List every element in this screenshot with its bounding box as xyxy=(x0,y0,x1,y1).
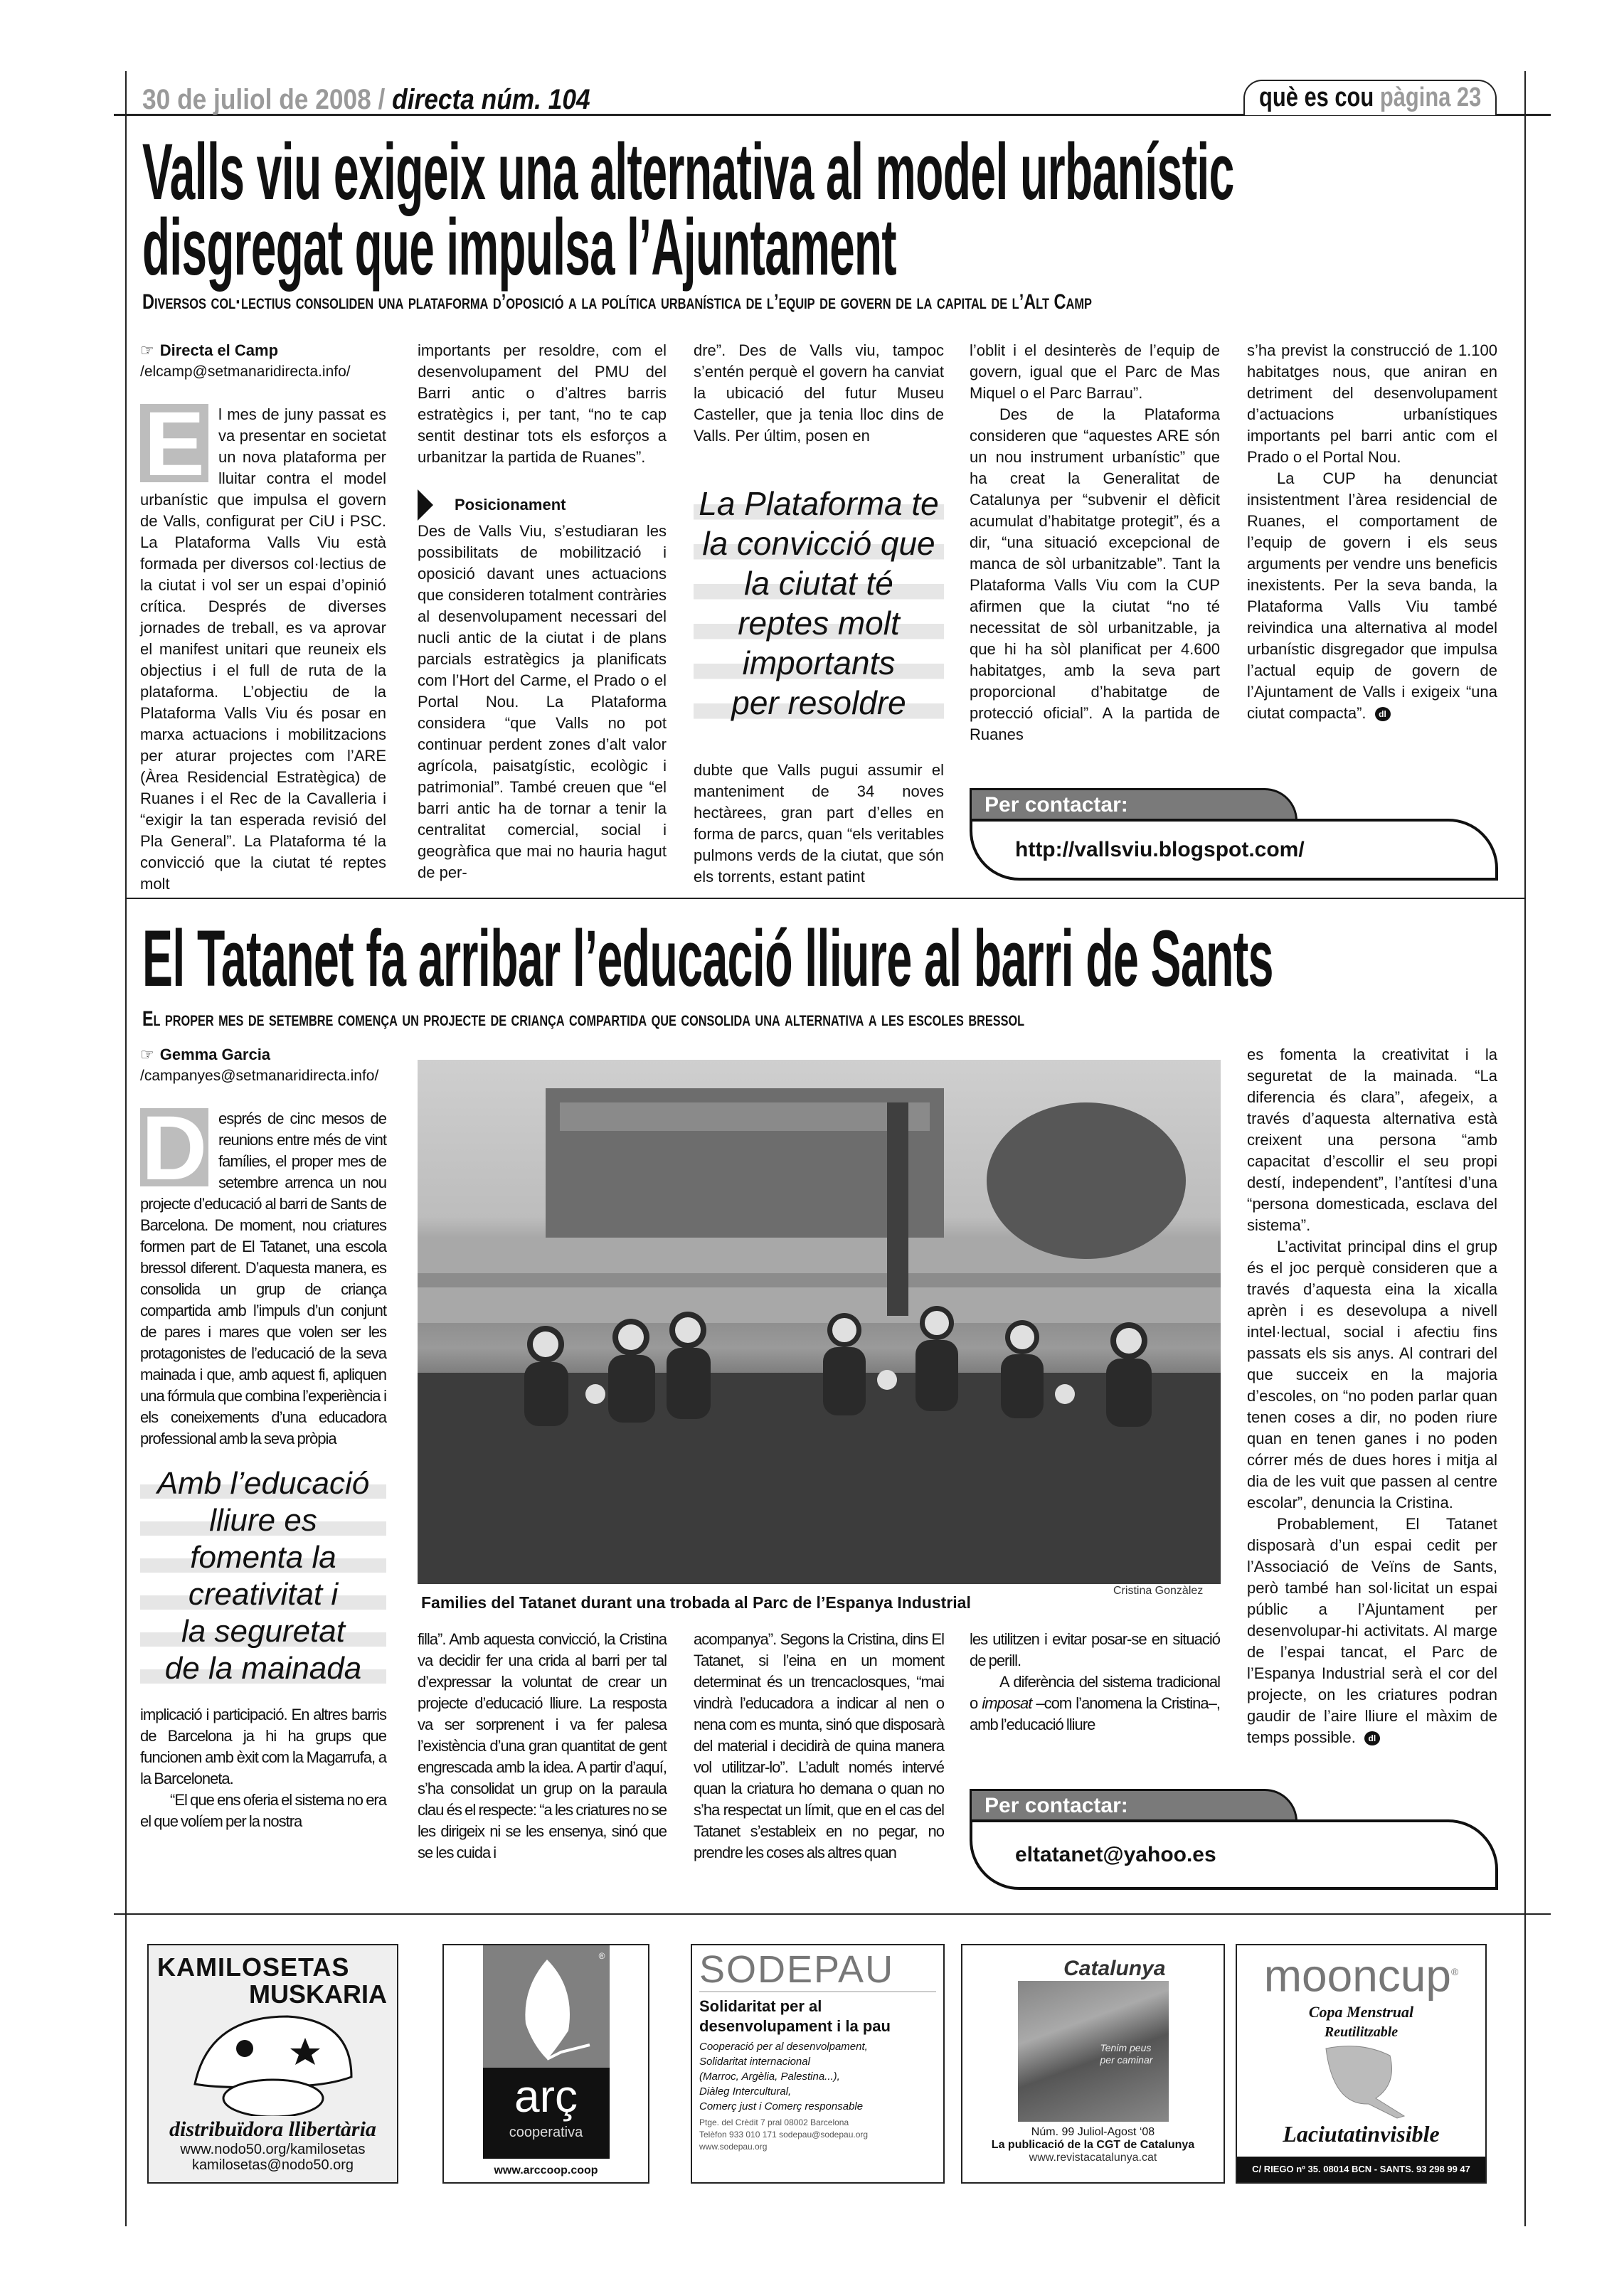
pullquote-line: fomenta la xyxy=(140,1539,386,1576)
article1-col1 xyxy=(140,340,386,895)
text: A diferència del sistema tradicional o xyxy=(970,1673,1220,1712)
paragraph: acompanya”. Segons la Cristina, dins El Tatanet, si l’eina en un moment determinat és un trencaclosques, “mai vindrà l’educadora a indicar al nen o nena com es munta, sinó que disposarà del material i decidirà de quina manera vol utilitzar-lo”. L’adult només intervé quan la criatura ho demana o quan no s’ha respectat un límit, que en el cas del Tatanet s’estableix en no pegar, no prendre les coses als altres quan xyxy=(694,1630,944,1861)
section-name: què es cou xyxy=(1259,83,1374,112)
article1-subhead: Diversos col·lectius consoliden una plataforma d’oposició a la política urbanística de l’equip de govern de la capital de l’Alt Camp xyxy=(142,290,1092,314)
frame-left xyxy=(125,71,127,2226)
page-number: pàgina 23 xyxy=(1374,83,1482,112)
registered-mark: ® xyxy=(598,1951,605,1961)
cover-headline: Tenim peus per caminar xyxy=(1100,2042,1153,2066)
ad-line: Copa Menstrual xyxy=(1308,2003,1414,2021)
ad-line: Cooperació per al desenvolpament, xyxy=(699,2041,868,2053)
ad-revista-catalunya[interactable] xyxy=(961,1944,1225,2184)
ad-sodepau[interactable] xyxy=(691,1944,945,2184)
paragraph: les utilitzen i evitar posar-se en situació de perill. xyxy=(970,1630,1220,1669)
pointing-hand-icon: ☞ xyxy=(140,1046,154,1063)
paragraph: Des de la Plataforma consideren que “aquestes ARE són un nou instrument urbanístic” que ha creat la Generalitat de Catalunya per “subvenir el dèficit acumulat d’habitatge protegit”, és a dir, “una situació excepcional de manca de sòl urbanitzable”. Tant la Plataforma Valls Viu com la CUP afirmen que la ciutat “no té necessitat de sòl urbanitzable, ja que hi ha sòl planificat per 4.600 habitatges, amb la seva part proporcional d’habitatge de protecció oficial”. A la partida de Ruanes xyxy=(970,405,1220,743)
ad-line: Comerç just i Comerç responsable xyxy=(699,2100,864,2112)
ad-line: Solidaritat internacional xyxy=(699,2056,810,2068)
ad-url: www.revistacatalunya.cat xyxy=(1029,2152,1157,2164)
author-email: /campanyes@setmanaridirecta.info/ xyxy=(140,1068,379,1084)
ad-title: KAMILOSETAS xyxy=(157,1952,350,1982)
paragraph: Des de Valls Viu, s’estudiaran les possibilitats de mobilització i oposició davant unes actuacions que consideren totalment contràries al desenvolupament necessari del nucli antic de la ciutat i de plans parcials estratègics ja planificats com l’Hort del Carme, el Prado o el Portal Nou. La Plataforma considera “que Valls no pot continuar perdent zones d’alt valor agrícola, paisatgístic, ecològic i patrimonial”. També creuen que “el barri antic ha de tornar a tenir la centralitat comercial, social i geogràfica que mai no hauria hagut de per- xyxy=(418,522,667,881)
pullquote-line: de la mainada xyxy=(140,1650,386,1687)
section-title: Posicionament xyxy=(455,496,566,514)
article1-col2 xyxy=(418,340,667,883)
triangle-icon xyxy=(418,489,433,521)
ad-url: www.sodepau.org xyxy=(699,2142,768,2152)
article1-headline xyxy=(142,127,1624,292)
ad-address: Ptge. del Crèdit 7 pral 08002 Barcelona xyxy=(699,2117,849,2127)
article2-col5 xyxy=(1247,1044,1497,1748)
article2-pullquote xyxy=(140,1465,386,1687)
issue-date: 30 de juliol de 2008 / xyxy=(142,84,386,115)
article1-col3a xyxy=(694,340,944,447)
paragraph: importants per resoldre, com el desenvolupament del PMU del Barri antic o d’altres barris estratègics i, per tant, “no te cap sentit destinar tots els esforços a urbanitzar la partida de Ruanes”. xyxy=(418,341,667,466)
ad-address: C/ RIEGO nº 35. 08014 BCN - SANTS. 93 298 99 47 xyxy=(1237,2157,1485,2182)
pullquote-line: la seguretat xyxy=(140,1613,386,1650)
drop-cap: D xyxy=(141,1097,208,1199)
photo-credit: Cristina Gonzàlez xyxy=(1113,1585,1204,1597)
ad-url: www.nodo50.org/kamilosetas xyxy=(180,2142,366,2157)
photo-caption: Families del Tatanet durant una trobada al Parc de l’Espanya Industrial xyxy=(421,1593,971,1612)
ad-url: www.arccoop.coop xyxy=(494,2164,598,2177)
headline-line: Valls viu exigeix una alternativa al model urbanístic xyxy=(142,127,1234,216)
pullquote-line: la ciutat té xyxy=(694,563,944,603)
ad-subtitle: cooperativa xyxy=(509,2125,583,2140)
paragraph: s’ha previst la construcció de 1.100 habitatges nous, que aniran en detriment del desenvolupament d’actuacions urbanístiques importants pel barri antic com el Prado o el Portal Nou. xyxy=(1247,341,1497,466)
article2-subhead: El proper mes de setembre comença un projecte de criança compartida que consolida una alternativa a les escoles bressol xyxy=(142,1007,1025,1031)
pullquote-line: lliure es xyxy=(140,1502,386,1539)
drop-cap: E xyxy=(140,404,208,482)
author-name: Gemma Garcia xyxy=(159,1046,271,1063)
article2-col3 xyxy=(694,1629,944,1864)
paragraph: “El que ens oferia el sistema no era el que volíem per la nostra xyxy=(140,1791,386,1830)
contact-email[interactable]: eltatanet@yahoo.es xyxy=(1015,1842,1216,1866)
paragraph xyxy=(1247,1514,1497,1748)
article2-contact-box xyxy=(970,1789,1498,1890)
pullquote-line: creativitat i xyxy=(140,1576,386,1613)
ad-kamilosetas[interactable] xyxy=(147,1944,398,2184)
article1-col4 xyxy=(970,340,1220,745)
paragraph-text: La CUP ha denunciat insistentment l’àrea residencial de Ruanes, el comportament de l’equip de govern i els seus arguments per vendre uns beneficis inexistents. Per la seva banda, la Plataforma Valls Viu també reivindica una alternativa al model urbanístic disgregador que impulsa l’actual equip de govern de l’Ajuntament de Valls i exigeix “una ciutat compacta”. xyxy=(1247,469,1497,722)
paragraph: l mes de juny passat es va presentar en societat un nova plataforma per lluitar contra el model urbanístic que impulsa el govern de Valls, configurat per CiU i PSC. La Plataforma Valls Viu està formada per diversos col·lectius de la ciutat i vol ser un espai d’opinió crítica. Després de diverses jornades de treball, es va aprovar el manifest unitari que reuneix els objectius i el full de ruta de la plataforma. L’objectiu de la Plataforma Valls Viu és posar en marxa actuacions i mobilitzacions per aturar projectes com l’ARE (Àrea Residencial Estratègica) de Ruanes i el Rec de la Cavalleria i “exigir la tan esperada revisió del Pla General”. La Plataforma té la convicció que la ciutat té reptes molt xyxy=(140,405,386,893)
section-heading xyxy=(418,489,667,521)
leaf-icon xyxy=(483,1945,610,2068)
article2-col1 xyxy=(140,1044,386,1832)
ad-logo: Catalunya xyxy=(1018,1957,1169,1981)
article1-col3b xyxy=(694,760,944,888)
article1-pullquote xyxy=(694,484,944,723)
paragraph: l’oblit i el desinterès de l’equip de govern, igual que el Parc de Mas Miquel o el Parc Barrau”. xyxy=(970,341,1220,402)
pullquote-line: reptes molt xyxy=(694,603,944,643)
ad-mooncup[interactable] xyxy=(1236,1944,1487,2184)
ad-line: Reutilitzable xyxy=(1324,2024,1399,2041)
paragraph: filla”. Amb aquesta convicció, la Cristina va decidir fer una crida al barri per tal d’expressar la voluntat de crear un projecte d’educació lliure. La resposta va ser sorprenent i va fer palesa l’existència d’una gran quantitat de gent engrescada amb la idea. A partir d’aquí, s’ha consolidat un grup on la paraula clau és el respecte: “a les criatures no se les dirigeix ni se les ensenya, sinó que se les cuida i xyxy=(418,1630,667,1861)
ad-logo: mooncup xyxy=(1263,1950,1451,2002)
byline xyxy=(140,340,386,361)
article-divider xyxy=(125,898,1526,899)
pointing-hand-icon: ☞ xyxy=(140,341,154,359)
end-mark-icon: dl xyxy=(1375,707,1391,721)
ad-line: (Marroc, Argèlia, Palestina...), xyxy=(699,2071,840,2083)
paragraph-text: Probablement, El Tatanet disposarà d’un espai cedit per l’Associació de Veïns de Sants, però també han sol·licitat un espai públic a l’Ajuntament per desenvolupar-hi activitats. Al marge de l’espai tancat, el Parc de l’Espanya Industrial serà el cor del projecte, on les criatures podran gaudir de l’aire lliure el màxim de temps possible. xyxy=(1247,1515,1497,1746)
article1-col5 xyxy=(1247,340,1497,724)
paragraph xyxy=(970,1671,1220,1736)
paragraph: dre”. Des de Valls viu, tampoc s’entén perquè el govern ha canviat la ubicació del futur Museu Casteller, que ja tenia lloc dins de Valls. Per últim, posen en xyxy=(694,341,944,445)
frame-right xyxy=(1524,71,1526,2226)
ad-tagline: distribuïdora llibertària xyxy=(169,2117,376,2141)
article2-col4 xyxy=(970,1629,1220,1736)
byline xyxy=(140,1044,386,1065)
pullquote-line: importants xyxy=(694,643,944,683)
photo-families-in-park xyxy=(418,1060,1221,1584)
magazine-cover xyxy=(1018,1957,1169,2122)
ad-issue: Núm. 99 Juliol-Agost ‘08 xyxy=(1031,2126,1155,2138)
end-mark-icon: dl xyxy=(1364,1731,1380,1745)
ad-logo: SODEPAU xyxy=(699,1948,936,1992)
paragraph: esprés de cinc mesos de reunions entre més de vint famílies, el proper mes de setembre arrenca un nou projecte d’educació al barri de Sants de Barcelona. De moment, nou criatures formen part de El Tatanet, una escola bressol diferent. D’aquesta manera, es consolida un grup de criança compartida amb l’impuls d’un conjunt de pares i mares que volen ser les protagonistes de l’educació de la seva mainada i que, amb aquest fi, apliquen una fórmula que combina l’experiència i els coneixements d’una educadora professional amb la seva pròpia xyxy=(140,1110,386,1447)
contact-label: Per contactar: xyxy=(970,788,1297,821)
emphasis: imposat xyxy=(982,1694,1032,1712)
text: –com l’anomena la Cristina–, amb l’educació lliure xyxy=(970,1694,1220,1733)
ads-divider xyxy=(114,1913,1551,1915)
ad-title: Solidaritat per al desenvolupament i la pau xyxy=(699,1997,891,2035)
issue-number: directa núm. 104 xyxy=(385,84,590,115)
ad-line: Diàleg Intercultural, xyxy=(699,2085,792,2098)
paragraph: L’activitat principal dins el grup és el joc perquè consideren que a través d’aquesta eina la xicalla aprèn i es desevolupa a nivell intel·lectual, social i afectiu fins passats els sis anys. Al contrari del que succeix en la majoria d’escoles, on “no poden parlar quan tenen coses a dir, no poden riure quan en tenen ganes i no poden córrer més de dues hores i mitja al dia de les vuit que passen al centre escolar”, denuncia la Cristina. xyxy=(1247,1238,1497,1511)
article1-contact-box xyxy=(970,788,1498,881)
arc-logo-bottom xyxy=(483,2068,610,2159)
ad-description: La publicació de la CGT de Catalunya xyxy=(991,2139,1195,2151)
paragraph: implicació i participació. En altres barris de Barcelona ja hi ha grups que funcionen amb èxit com la Magarrufa, a la Barceloneta. xyxy=(140,1706,386,1787)
pullquote-line: La Plataforma te xyxy=(694,484,944,523)
ad-logo: arç xyxy=(514,2071,578,2122)
ad-arc-cooperativa[interactable] xyxy=(442,1944,649,2184)
pullquote-line: Amb l’educació xyxy=(140,1465,386,1502)
paragraph xyxy=(1247,468,1497,724)
ad-email: kamilosetas@nodo50.org xyxy=(191,2157,354,2173)
contact-label: Per contactar: xyxy=(970,1789,1297,1822)
article2-photo xyxy=(418,1060,1221,1584)
shop-name: Laciutatinvisible xyxy=(1283,2121,1440,2147)
arc-logo-top xyxy=(483,1945,610,2068)
menstrual-cup-icon xyxy=(1305,2041,1418,2120)
headline-line: disgregat que impulsa l’Ajuntament xyxy=(142,203,897,292)
contact-link[interactable]: http://vallsviu.blogspot.com/ xyxy=(1015,837,1305,861)
page-header-left xyxy=(142,84,650,116)
page-header-right xyxy=(1259,83,1532,113)
registered-mark: ® xyxy=(1450,1966,1459,1977)
pullquote-line: per resoldre xyxy=(694,683,944,723)
mushroom-icon xyxy=(181,2009,366,2116)
author-name: Directa el Camp xyxy=(159,341,279,359)
paragraph: dubte que Valls pugui assumir el manteniment de 34 noves hectàrees, gran part d’elles en forma de parcs, quan “els veritables pulmons verds de la ciutat, que són els torrents, estant patint xyxy=(694,761,944,886)
ad-title: MUSKARIA xyxy=(249,1979,387,2009)
pullquote-line: la convicció que xyxy=(694,523,944,563)
ad-phone: Telèfon 933 010 171 sodepau@sodepau.org xyxy=(699,2130,869,2140)
paragraph: es fomenta la creativitat i la seguretat de la mainada. “La diferencia és clara”, afegeix, a través d’aquesta alternativa està creixent una persona “amb capacitat d’escollir el seu propi destí, independent”, l’antítesi d’una “persona domesticada, esclava del sistema”. xyxy=(1247,1046,1497,1234)
author-email: /elcamp@setmanaridirecta.info/ xyxy=(140,363,351,380)
article2-col2 xyxy=(418,1629,667,1864)
article2-headline: El Tatanet fa arribar l’educació lliure al barri de Sants xyxy=(142,914,1273,1003)
